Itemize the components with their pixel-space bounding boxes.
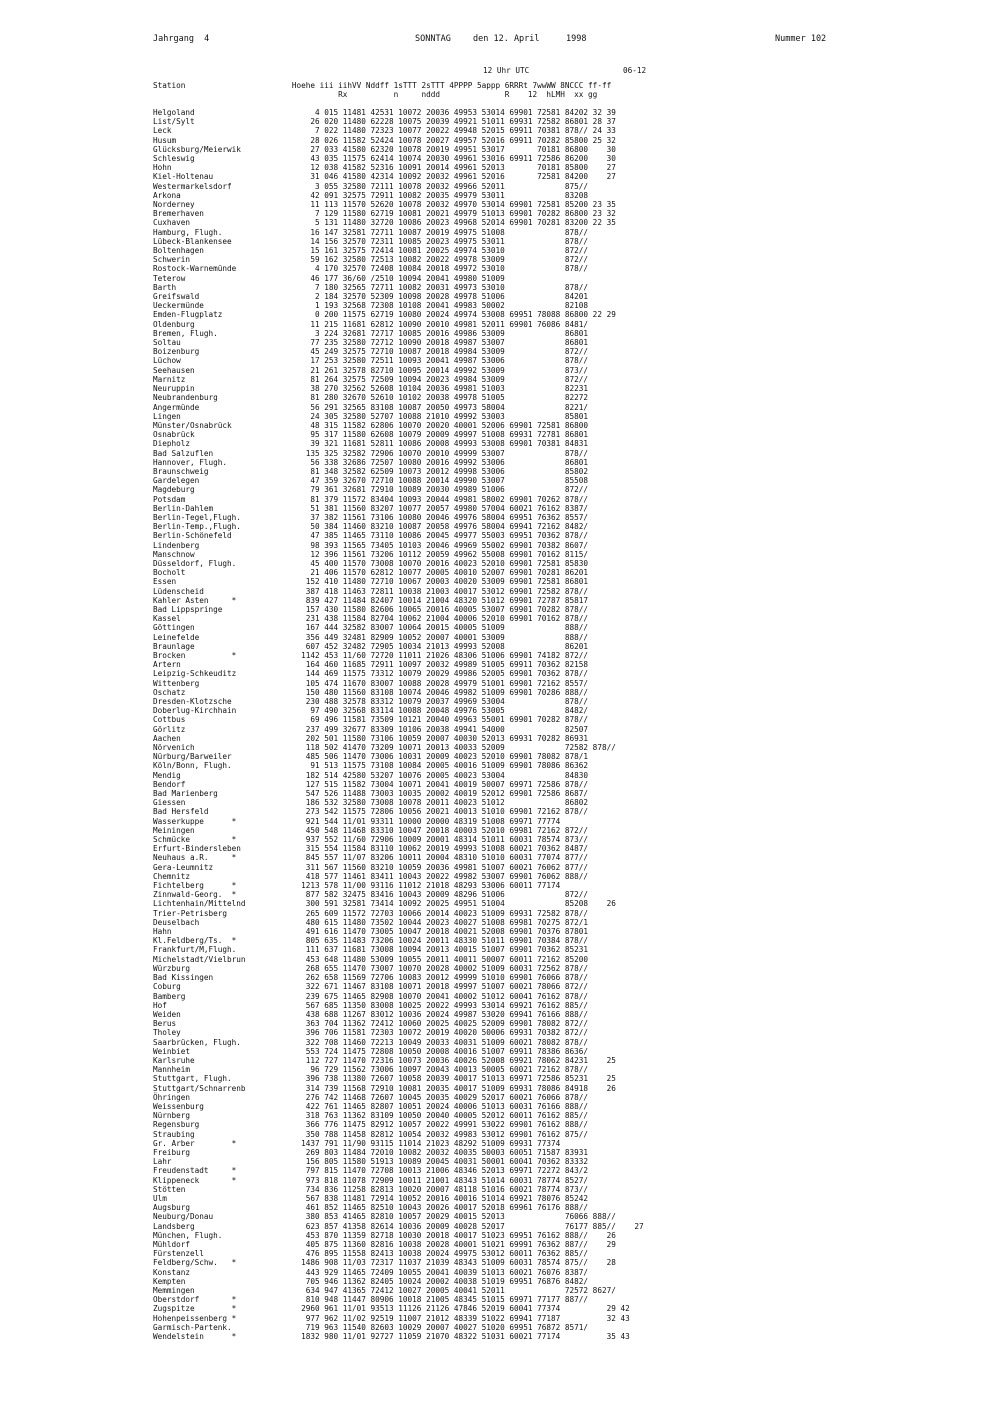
station-row: Freudenstadt * 797 815 11470 72708 10013 21006 48346 52013 69971 72272 843/2 <box>153 1166 589 1176</box>
station-row: Braunlage 607 452 32482 72905 10034 21013 49993 52008 86201 <box>153 641 589 651</box>
station-row: Gardelegen 47 359 32670 72710 10088 20014 49990 53007 85508 <box>153 476 589 486</box>
issue-number: Nummer 102 <box>775 34 827 44</box>
station-row: Karlsruhe 112 727 11470 72316 10073 20036 40026 52008 69921 78062 84231 25 <box>153 1055 616 1065</box>
station-row: Würzburg 268 655 11470 73007 10070 20028 40002 51009 60031 72562 878// <box>153 963 589 973</box>
station-row: Cottbus 69 496 11581 73509 10121 20040 49963 55001 69901 70282 878// <box>153 715 589 725</box>
station-row: Öhringen 276 742 11468 72607 10045 20035 40029 52017 60021 76066 878// <box>153 1092 589 1102</box>
station-row: Nörvenich 118 502 41470 73209 10071 20013 40033 52009 72582 878// <box>153 743 616 753</box>
year-label: 1998 <box>566 34 587 44</box>
station-row: Arkona 42 091 32575 72911 10082 20035 49979 53011 83208 <box>153 190 589 200</box>
station-row: Gera-Leumnitz 311 567 11560 83210 10059 20036 49981 51007 60021 76062 877// <box>153 862 589 872</box>
station-row: Düsseldorf, Flugh. 45 400 11570 73008 10070 20016 40023 52010 69901 72581 85830 <box>153 558 589 568</box>
station-row: Freiburg 269 803 11484 72010 10082 20032 40035 50003 60051 71587 83931 <box>153 1147 589 1157</box>
station-row: Lüdenscheid 387 418 11463 72811 10038 21003 40017 53012 69901 72582 878// <box>153 586 589 596</box>
station-row: Bad Kissingen 262 658 11569 72706 10083 20012 49999 51010 69901 76066 878// <box>153 973 589 983</box>
station-row: Görlitz 237 499 32677 83309 10106 20038 49941 54000 82507 <box>153 724 589 734</box>
station-row: Kl.Feldberg/Ts. * 805 635 11483 73206 10024 20011 48330 51011 69901 70384 878// <box>153 936 589 946</box>
station-row: Saarbrücken, Flugh. 322 708 11460 72213 10049 20033 40031 51009 60021 78082 878// <box>153 1037 589 1047</box>
station-row: Garmisch-Partenk. 719 963 11540 82603 10029 20007 40027 51020 69951 76872 8571/ <box>153 1322 589 1332</box>
station-row: Oschatz 150 480 11560 83108 10074 20046 49982 51009 69901 70286 888// <box>153 687 589 697</box>
station-row: Lahr 156 805 11580 51913 10089 20045 40031 50001 60041 70362 83332 <box>153 1157 589 1167</box>
station-row: Boizenburg 45 249 32575 72710 10087 20018 49984 53009 872// <box>153 347 589 357</box>
column-header-subline: Rx n nddd R 12 hLMH xx gg <box>153 90 598 100</box>
station-row: Berus 363 704 11362 72412 10060 20025 40025 52009 69901 78082 872// <box>153 1019 589 1029</box>
station-row: Ueckermünde 1 193 32568 72308 10108 20041 49983 50002 82108 <box>153 301 589 311</box>
station-row: Berlin-Dahlem 51 381 11560 83207 10077 20057 49980 57004 60021 76162 8387/ <box>153 503 589 513</box>
station-row: Leipzig-Schkeuditz 144 469 11575 73312 10079 20029 49986 52005 69901 70362 878// <box>153 669 589 679</box>
station-row: München, Flugh. 453 870 11359 82718 10030 20018 40017 51023 69951 76162 888// 26 <box>153 1230 616 1240</box>
observation-time-label: 12 Uhr UTC <box>483 66 530 75</box>
station-row: Göttingen 167 444 32582 83007 10064 20015 40005 51009 888// <box>153 623 589 633</box>
station-row: Schmücke * 937 552 11/60 72906 10009 20001 48314 51011 60031 78574 873// <box>153 835 589 845</box>
station-row: Wittenberg 105 474 11670 83007 10088 20028 49979 51001 69901 72162 8557/ <box>153 678 589 688</box>
station-row: Stuttgart, Flugh. 396 738 11380 72607 10058 20039 40017 51013 69971 72586 85231 25 <box>153 1074 616 1084</box>
station-row: Lingen 24 305 32580 52707 10088 21010 49992 53003 85801 <box>153 411 589 421</box>
station-row: Kahler Asten * 839 427 11484 82407 10014 21004 48320 51012 69901 72787 85817 <box>153 595 589 605</box>
station-row: Manschnow 12 396 11561 73206 10112 20059 49962 55008 69901 70162 8115/ <box>153 549 589 559</box>
station-row: Angermünde 56 291 32565 83108 10087 20050 49973 58004 8221/ <box>153 402 589 412</box>
station-row: Bendorf 127 515 11582 73004 10071 20041 40019 50007 69971 72586 878// <box>153 779 589 789</box>
station-row: Braunschweig 81 348 32582 62509 10073 20012 49998 53006 85802 <box>153 466 589 476</box>
station-row: Klippeneck * 973 818 11078 72909 10011 21001 48343 51014 60031 78774 8527/ <box>153 1175 589 1185</box>
station-row: Lüchow 17 253 32580 72511 10093 20041 49987 53006 878// <box>153 356 589 366</box>
station-row: Lindenberg 98 393 11565 73405 10103 20046 49969 55002 69901 70382 8607/ <box>153 540 589 550</box>
station-row: Augsburg 461 852 11465 82510 10043 20026 40017 52018 69961 76176 888// <box>153 1203 589 1213</box>
station-row: Leck 7 022 11480 72323 10077 20022 49948 52015 69911 70381 878// 24 33 <box>153 126 616 136</box>
station-row: Stötten 734 836 11258 82813 10020 20007 48118 51016 60021 78774 873// <box>153 1184 589 1194</box>
station-row: Norderney 11 113 11570 52620 10078 20032 49970 53014 69901 72581 85200 23 35 <box>153 200 616 210</box>
station-row: Stuttgart/Schnarrenb 314 739 11568 72910 10081 20035 40017 51009 69931 78086 84918 26 <box>153 1083 616 1093</box>
station-row: Landsberg 623 857 41358 82614 10036 20009 40028 52017 76177 885// 27 <box>153 1221 644 1231</box>
station-row: Lübeck-Blankensee 14 156 32570 72311 10085 20023 49975 53011 878// <box>153 236 589 246</box>
station-row: Westermarkelsdorf 3 055 32580 72111 10078 20032 49966 52011 875// <box>153 181 589 191</box>
station-row: Nürburg/Barweiler 485 506 11470 73006 10031 20009 40023 52010 69901 78082 878/1 <box>153 752 589 762</box>
station-row: Kempten 705 946 11362 82405 10024 20002 40038 51019 69951 76876 8482/ <box>153 1276 589 1286</box>
station-row: Nürnberg 318 763 11362 83109 10050 20040 40005 52012 60011 76162 885// <box>153 1111 589 1121</box>
observation-interval-label: 06-12 <box>623 66 647 75</box>
station-row: Giessen 186 532 32580 73008 10078 20011 40023 51012 86802 <box>153 798 589 808</box>
column-header <box>153 81 611 99</box>
station-row: Berlin-Schönefeld 47 385 11465 73110 10086 20045 49977 55003 69951 70362 878// <box>153 531 589 541</box>
station-row: Osnabrück 95 317 11580 62608 10079 20009 49997 51008 69931 72781 86801 <box>153 430 589 440</box>
station-row: Neubrandenburg 81 280 32670 52610 10102 20038 49978 51005 82272 <box>153 393 589 403</box>
station-row: Hohn 12 038 41582 52316 10091 20014 49961 52013 70181 85800 27 <box>153 163 616 173</box>
station-row: Magdeburg 79 361 32681 72910 10089 20030 49989 51006 872// <box>153 485 589 495</box>
station-row: Mannheim 96 729 11562 73006 10097 20043 40013 50005 60021 72162 878// <box>153 1065 589 1075</box>
station-row: Hamburg, Flugh. 16 147 32581 72711 10087 20019 49975 51008 878// <box>153 227 589 237</box>
station-row: Deuselbach 480 615 11480 73502 10044 20023 40027 51008 69981 70275 872/1 <box>153 917 589 927</box>
station-row: Helgoland 4 015 11481 42531 10072 20036 49953 53014 69901 72581 84202 32 39 <box>153 108 616 117</box>
station-row: Leinefelde 356 449 32481 82909 10052 20007 40001 53009 888// <box>153 632 589 642</box>
station-row: Hahn 491 616 11470 73005 10047 20018 40021 52008 69901 70376 87801 <box>153 927 589 937</box>
station-row: Tholey 396 706 11581 72303 10072 20019 40020 50006 69931 70382 872// <box>153 1028 589 1038</box>
station-row: Glücksburg/Meierwik 27 033 41580 62320 10078 20019 49951 53017 70181 86800 30 <box>153 144 616 154</box>
station-row: Ulm 567 838 11481 72914 10052 20016 40016 51014 69921 78076 85242 <box>153 1193 589 1203</box>
station-row: Zinnwald-Georg. * 877 582 32475 83416 10043 20009 48296 51006 872// <box>153 890 589 900</box>
station-row: Teterow 46 177 36/60 /2510 10094 20041 49980 51009 <box>153 273 505 283</box>
station-row: Weiden 438 688 11267 83012 10036 20024 49987 53020 69941 76166 888// <box>153 1009 589 1019</box>
station-row: Bremen, Flugh. 3 224 32681 72717 10085 20016 49986 53009 86801 <box>153 328 589 338</box>
station-row: Michelstadt/Vielbrun 453 648 11480 53009 10055 20011 40011 50007 60011 72162 85200 <box>153 954 589 964</box>
station-row: Neuhaus a.R. * 845 557 11/07 83206 10011 20004 48310 51010 60031 77074 877// <box>153 853 589 863</box>
station-row: Feldberg/Schw. * 1486 908 11/03 72317 11037 21039 48343 51009 60031 78574 875// 28 <box>153 1258 616 1268</box>
station-row: Weissenburg 422 761 11465 82807 10051 20024 40006 51013 60031 76166 888// <box>153 1101 589 1111</box>
station-row: Kassel 231 438 11584 82704 10062 21004 40006 52010 69901 70162 878// <box>153 614 589 624</box>
station-row: Hannover, Flugh. 56 338 32686 72507 10080 20016 49992 53006 86801 <box>153 457 589 467</box>
station-row: Brocken * 1142 453 11/60 72720 11011 21026 48306 51006 69901 74182 872// <box>153 650 589 660</box>
station-row: Memmingen 634 947 41365 72412 10027 20005 40041 52011 72572 8627/ <box>153 1286 616 1295</box>
station-row: Schwerin 59 162 32580 72513 10082 20022 49978 53009 872// <box>153 255 589 265</box>
station-row: Oldenburg 11 215 11681 62812 10090 20010 49981 52011 69901 76086 8481/ <box>153 319 589 329</box>
station-row: Erfurt-Bindersleben 315 554 11584 83110 10062 20019 49993 51008 60021 70362 8487/ <box>153 844 589 854</box>
station-row: Aachen 202 501 11580 73106 10059 20007 40030 52013 69931 70282 86931 <box>153 733 589 743</box>
station-row: Hohenpeissenberg * 977 962 11/02 92519 11007 21012 48339 51022 69941 77187 32 43 <box>153 1313 630 1323</box>
station-row: Fürstenzell 476 895 11558 82413 10038 20024 49975 53012 60011 76362 885// <box>153 1249 589 1259</box>
station-row: Konstanz 443 929 11465 72409 10055 20041 40039 51013 60021 76076 8387/ <box>153 1267 589 1277</box>
station-row: Weinbiet 553 724 11475 72808 10050 20008 40016 51007 69911 78386 8636/ <box>153 1046 589 1056</box>
station-row: Coburg 322 671 11467 83108 10071 20018 49997 51007 60021 78066 872// <box>153 982 589 992</box>
weekday-label: SONNTAG <box>415 34 451 44</box>
station-row: Meiningen 450 548 11468 83310 10047 20018 40003 52010 69981 72162 872// <box>153 825 589 835</box>
station-row: Fichtelberg * 1213 578 11/00 93116 11012 21018 48293 53006 60011 77174 <box>153 881 561 891</box>
station-row: Trier-Petrisberg 265 609 11572 72703 10066 20014 40023 51009 69931 72582 878// <box>153 908 589 918</box>
station-row: Bremerhaven 7 129 11580 62719 10081 20021 49979 51013 69901 70282 86800 23 32 <box>153 209 616 219</box>
station-row: Zugspitze * 2960 961 11/01 93513 11126 21126 47846 52019 60041 77374 29 42 <box>153 1304 630 1314</box>
volume-label: Jahrgang 4 <box>153 34 210 44</box>
station-row: Köln/Bonn, Flugh. 91 513 11575 73108 10084 20005 40016 51009 69901 78086 86362 <box>153 761 589 771</box>
station-row: Lichtenhain/Mittelnd 300 591 32581 73414 10092 20025 49951 51004 85208 26 <box>153 899 616 909</box>
station-row: Marnitz 81 264 32575 72509 10094 20023 49984 53009 872// <box>153 374 589 384</box>
station-row: Artern 164 460 11685 72911 10097 20032 49989 51005 69911 70362 82158 <box>153 660 589 670</box>
date-label: den 12. April <box>473 34 540 44</box>
station-row: Hof 567 685 11350 83008 10025 20022 49993 53014 69921 76162 885// <box>153 1000 589 1010</box>
station-table <box>153 108 644 1341</box>
station-row: Greifswald 2 184 32570 52309 10098 20028 49978 51006 84201 <box>153 292 589 302</box>
station-row: Potsdam 81 379 11572 83404 10093 20044 49981 58002 69901 70262 878// <box>153 494 589 504</box>
station-row: Bocholt 21 406 11570 62812 10077 20005 40010 52007 69901 70281 86201 <box>153 568 589 578</box>
station-row: Barth 7 180 32565 72711 10082 20031 49973 53010 878// <box>153 282 589 292</box>
station-row: Münster/Osnabrück 48 315 11582 62806 10070 20020 40001 52006 69901 72581 86800 <box>153 420 589 430</box>
station-row: Dresden-Klotzsche 230 488 32578 83312 10079 20037 49969 53004 878// <box>153 697 589 706</box>
station-row: Emden-Flugplatz 0 200 11575 62719 10080 20024 49974 53008 69951 78088 86800 22 29 <box>153 310 616 320</box>
station-row: Berlin-Tegel,Flugh. 37 382 11561 73106 10080 20046 49976 58004 69951 76362 8557/ <box>153 512 589 522</box>
station-row: Bad Salzuflen 135 325 32582 72906 10070 20010 49999 53007 878// <box>153 448 589 458</box>
station-row: Neuburg/Donau 380 853 41465 82810 10057 20029 40015 52013 76066 888// <box>153 1212 616 1222</box>
station-row: Mühldorf 405 875 11360 82816 10038 20028 40001 51021 69991 76362 887// 29 <box>153 1239 616 1249</box>
station-row: Bad Lippspringe 157 430 11580 82606 10065 20016 40005 53007 69901 70282 878// <box>153 604 589 614</box>
station-row: Schleswig 43 035 11575 62414 10074 20030 49961 53016 69911 72586 86200 30 <box>153 154 616 164</box>
station-row: Oberstdorf * 810 948 11447 80906 10018 21005 48345 51015 69971 77177 887// <box>153 1295 589 1305</box>
station-row: Rostock-Warnemünde 4 170 32570 72408 10084 20018 49972 53010 878// <box>153 264 589 274</box>
station-row: Frankfurt/M,Flugh. 111 637 11681 73008 10094 20013 40015 51007 69901 70362 85231 <box>153 945 589 955</box>
station-row: Boltenhagen 15 161 32575 72414 10081 20025 49974 53010 872// <box>153 246 589 256</box>
station-row: Seehausen 21 261 32578 82710 10095 20014 49992 53009 873// <box>153 365 589 375</box>
station-row: Doberlug-Kirchhain 97 490 32568 83114 10088 20048 49976 53005 8482/ <box>153 706 589 716</box>
station-row: Gr. Arber * 1437 791 11/90 93115 11014 21023 48292 51009 69931 77374 <box>153 1138 561 1148</box>
station-row: Soltau 77 235 32580 72712 10090 20018 49987 53007 86801 <box>153 338 589 348</box>
column-header-line: Station Hoehe iii iihVV Nddff 1sTTT 2sTTT 4PPPP 5appp 6RRRt 7wwWW 8NCCC ff-ff <box>153 81 612 90</box>
station-row: Berlin-Temp.,Flugh. 50 384 11460 83210 10087 20058 49976 58004 69941 72162 8482/ <box>153 522 589 532</box>
station-row: Straubing 350 788 11458 82812 10054 20032 49983 53012 69901 76162 875// <box>153 1129 589 1139</box>
station-row: Cuxhaven 5 131 11480 32720 10086 20023 49968 52014 69901 70281 83200 22 35 <box>153 218 616 228</box>
station-row: Kiel-Holtenau 31 046 41580 42314 10092 20032 49961 52016 72581 84200 27 <box>153 172 616 182</box>
station-row: Diepholz 39 321 11681 52811 10086 20008 49993 53008 69901 70381 84831 <box>153 439 589 449</box>
station-row: Chemnitz 418 577 11461 83411 10043 20022 49982 53007 69901 76062 888// <box>153 871 589 881</box>
station-row: Bad Hersfeld 273 542 11575 72806 10056 20021 40013 51010 69901 72162 878// <box>153 807 589 817</box>
station-row: Regensburg 366 776 11475 82912 10057 20022 49991 53022 69901 76162 888// <box>153 1120 589 1130</box>
station-row: Bad Marienberg 547 526 11488 73003 10035 20002 40019 52012 69901 72586 8687/ <box>153 789 589 799</box>
station-row: List/Sylt 26 020 11480 62228 10075 20039 49921 51011 69931 72582 86801 28 37 <box>153 117 616 127</box>
station-row: Wasserkuppe * 921 544 11/01 93311 10000 20000 48319 51008 69971 77774 <box>153 816 561 826</box>
station-row: Mendig 182 514 42580 53207 10076 20005 40023 53004 84830 <box>153 770 589 780</box>
station-row: Neuruppin 38 270 32562 52608 10104 20036 49981 51003 82231 <box>153 384 589 394</box>
station-row: Bamberg 239 675 11465 82908 10070 20041 40002 51012 60041 76162 878// <box>153 991 589 1001</box>
station-row: Wendelstein * 1832 980 11/01 92727 11059 21070 48322 51031 60021 77174 35 43 <box>153 1332 630 1342</box>
station-row: Essen 152 410 11480 72710 10067 20003 40020 53009 69901 72581 86801 <box>153 577 589 587</box>
station-row: Husum 28 026 11582 52424 10078 20027 49957 52016 69911 70282 85800 25 32 <box>153 135 616 145</box>
